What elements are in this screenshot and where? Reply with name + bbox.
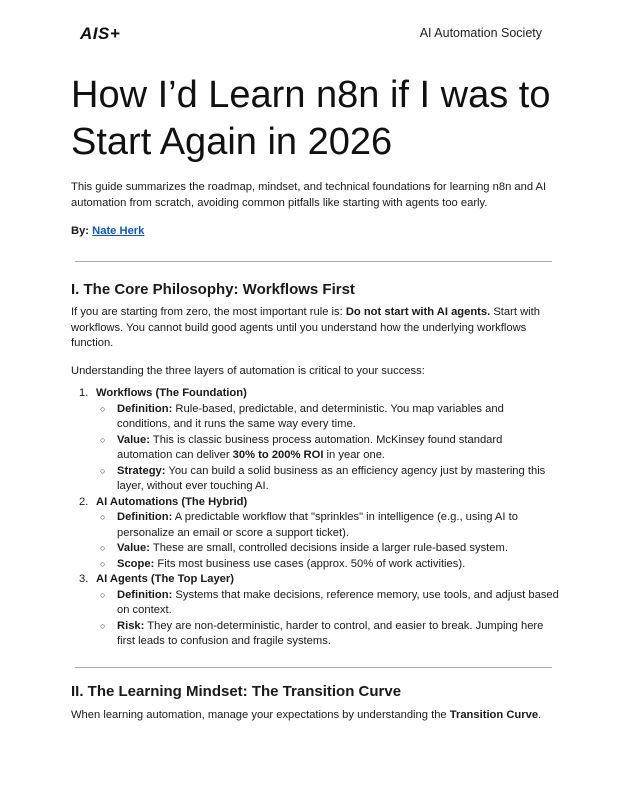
list-item: 1. Workflows (The Foundation) (79, 387, 247, 399)
list-subitem: ○ Scope: Fits most business use cases (approx. 50% of work activities). (100, 557, 466, 570)
byline-label: By: (71, 225, 90, 237)
list-subitem: ○ Definition: Systems that make decisions, reference memory, use tools, and adjust based on context. (100, 588, 559, 616)
list-item: 2. AI Automations (The Hybrid) (79, 495, 248, 508)
divider (75, 667, 552, 668)
list-subitem: ○ Strategy: You can build a solid business as an efficiency agency just by mastering this layer, without ever touching AI. (100, 464, 546, 492)
list-subitem: ○ Value: This is classic business process automation. McKinsey found standard automation can deliver 30% to 200% ROI in year one. (100, 433, 503, 461)
author-link[interactable]: Nate Herk (92, 225, 145, 237)
ais-logo: AIS+ (80, 24, 121, 43)
learning-mindset-paragraph: When learning automation, manage your expectations by understanding the Transition Curve. (71, 709, 542, 721)
organization-name: AI Automation Society (419, 26, 542, 40)
list-subitem: ○ Definition: Rule-based, predictable, and deterministic. You map variables and conditions, and it runs the same way every time. (100, 402, 504, 430)
section-heading-learning-mindset: II. The Learning Mindset: The Transition Curve (71, 683, 402, 700)
section-heading-core-philosophy: I. The Core Philosophy: Workflows First (71, 281, 355, 298)
intro-paragraph: This guide summarizes the roadmap, mindset, and technical foundations for learning n8n and AI automation from scratch, avoiding common pitfalls like starting with agents too early. (71, 181, 547, 209)
divider (75, 261, 552, 262)
byline (71, 225, 144, 237)
list-item: 3. AI Agents (The Top Layer) (79, 573, 234, 585)
list-subitem: ○ Definition: A predictable workflow that "sprinkles" in intelligence (e.g., using AI to personalize an email or score a support ticket). (100, 511, 518, 539)
list-subitem: ○ Value: These are small, controlled decisions inside a larger rule-based system. (100, 542, 508, 554)
page-title: How I’d Learn n8n if I was to Start Again in 2026 (71, 74, 551, 163)
list-subitem: ○ Risk: They are non-deterministic, harder to control, and easier to break. Jumping here first leads to confusion and fragile systems. (100, 619, 544, 647)
core-philosophy-paragraph: If you are starting from zero, the most important rule is: Do not start with AI agents. Start with workflows. You cannot build good agents until you understand how the underlying workflows function. (71, 306, 540, 349)
automation-layers-list (79, 386, 559, 650)
three-layers-intro: Understanding the three layers of automation is critical to your success: (71, 365, 425, 377)
